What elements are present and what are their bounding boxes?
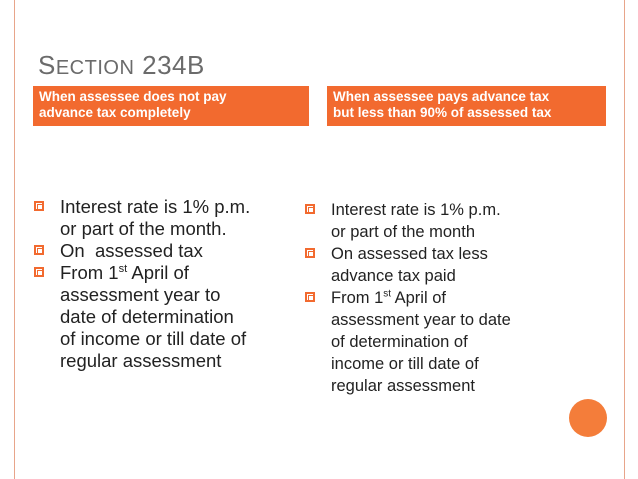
bullet-text-line: Interest rate is 1% p.m.: [331, 201, 501, 219]
left-column-header: [33, 86, 309, 126]
list-item: [60, 240, 300, 262]
bullet-text-fragment: April of: [390, 289, 446, 307]
list-item: [60, 262, 300, 372]
bullet-text-line: [60, 262, 300, 284]
left-header-line-1: When assessee does not pay: [39, 89, 227, 104]
decorative-circle: [569, 399, 607, 437]
bullet-text-fragment: April of: [127, 262, 189, 283]
square-bullet-icon: [34, 201, 44, 211]
bullet-text-line: assessment year to date: [331, 311, 511, 329]
bullet-text-line: of income or till date of: [60, 328, 247, 349]
bullet-text-line: Interest rate is 1% p.m.: [60, 196, 251, 217]
bullet-text-line: regular assessment: [331, 377, 475, 395]
left-header-line-2: advance tax completely: [39, 105, 191, 120]
list-item: [331, 199, 571, 243]
bullet-text-line: income or till date of: [331, 355, 479, 373]
bullet-text-line: [331, 287, 571, 309]
bullet-text-fragment: From 1: [60, 262, 119, 283]
square-bullet-icon: [305, 292, 315, 302]
right-column-header: [327, 86, 606, 126]
bullet-text-line: or part of the month.: [60, 218, 227, 239]
list-item: [331, 243, 571, 287]
slide-frame-right: [624, 0, 625, 479]
title-number: 234B: [134, 50, 205, 80]
slide-frame-left: [14, 0, 15, 479]
square-bullet-icon: [34, 245, 44, 255]
superscript: st: [383, 288, 391, 300]
bullet-text-line: or part of the month: [331, 223, 475, 241]
bullet-text-line: advance tax paid: [331, 267, 456, 285]
list-item: [331, 287, 571, 397]
slide-title: [38, 50, 205, 81]
bullet-text-line: assessment year to: [60, 284, 221, 305]
bullet-text-line: date of determination: [60, 306, 234, 327]
right-bullet-list: [331, 199, 571, 397]
superscript: st: [118, 262, 128, 275]
left-bullet-list: [60, 196, 300, 372]
bullet-text-line: On assessed tax less: [331, 245, 488, 263]
square-bullet-icon: [34, 267, 44, 277]
bullet-text-line: regular assessment: [60, 350, 222, 371]
bullet-text-line: On assessed tax: [60, 240, 203, 261]
list-item: [60, 196, 300, 240]
title-small-caps: ECTION: [55, 57, 135, 79]
title-first-letter: S: [38, 50, 56, 80]
square-bullet-icon: [305, 204, 315, 214]
square-bullet-icon: [305, 248, 315, 258]
bullet-text-fragment: From 1: [331, 289, 384, 307]
bullet-text-line: of determination of: [331, 333, 468, 351]
right-header-line-2: but less than 90% of assessed tax: [333, 105, 552, 120]
right-header-line-1: When assessee pays advance tax: [333, 89, 550, 104]
